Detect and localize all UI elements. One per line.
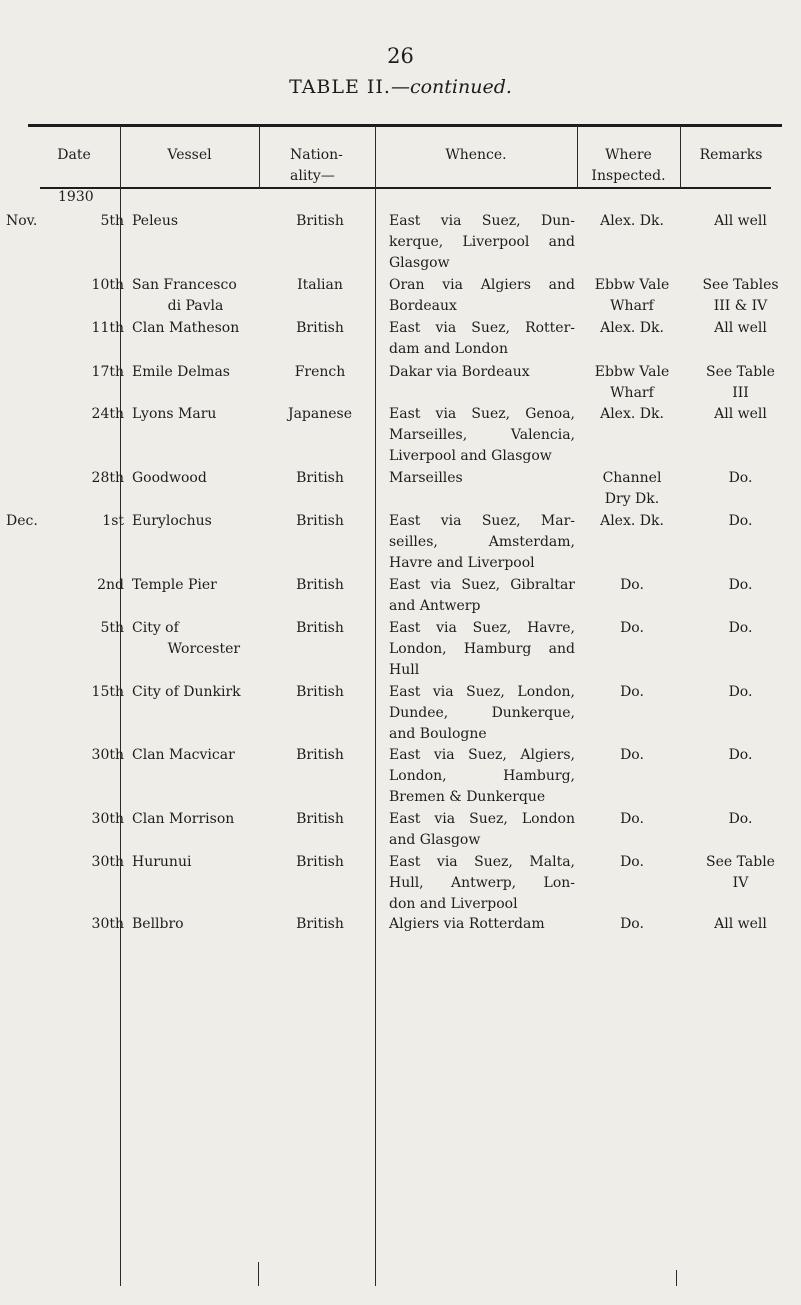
date-month: Nov. xyxy=(6,213,38,229)
where-inspected: Do. xyxy=(620,916,644,932)
remarks: See Tables III & IV xyxy=(702,277,779,314)
nationality: British xyxy=(296,684,344,700)
whence xyxy=(389,511,575,574)
nationality: British xyxy=(296,213,344,229)
header-whence: Whence. xyxy=(445,147,507,163)
date-month: Dec. xyxy=(6,513,38,529)
date-day: 30th xyxy=(91,747,124,763)
date-day: 28th xyxy=(91,470,124,486)
remarks: Do. xyxy=(728,513,753,529)
date-day: 5th xyxy=(100,620,124,636)
date-day: 24th xyxy=(91,406,124,422)
whence-line: Dundee, Dunkerque, xyxy=(389,705,575,721)
whence-line: Hull xyxy=(389,662,420,678)
vessel-name: Clan Macvicar xyxy=(132,747,235,763)
nationality: British xyxy=(296,747,344,763)
remarks: Do. xyxy=(728,470,753,486)
where-inspected: Ebbw Vale Wharf xyxy=(594,364,670,401)
whence xyxy=(389,914,575,935)
date-day: 15th xyxy=(91,684,124,700)
whence-line: East via Suez, Mar- xyxy=(389,513,575,529)
whence-line: East via Suez, Dun- xyxy=(389,213,575,229)
nationality: British xyxy=(296,320,344,336)
vessel-name: San Francesco di Pavla xyxy=(132,277,237,314)
nationality: Italian xyxy=(297,277,343,293)
header-where-inspected: Where Inspected. xyxy=(591,147,666,184)
vessel-name: Peleus xyxy=(132,213,179,229)
whence-line: and Antwerp xyxy=(389,598,481,614)
vessel-name: Eurylochus xyxy=(132,513,212,529)
whence xyxy=(389,468,575,489)
remarks: See Table III xyxy=(706,364,775,401)
whence-line: Algiers via Rotterdam xyxy=(389,916,545,932)
table-title-main: TABLE II. xyxy=(289,76,391,98)
nationality: British xyxy=(296,470,344,486)
whence xyxy=(389,809,575,851)
nationality: French xyxy=(294,364,346,380)
nationality: British xyxy=(296,811,344,827)
whence-line: kerque, Liverpool and xyxy=(389,234,575,250)
whence-line: Marseilles, Valencia, xyxy=(389,427,575,443)
date-day: 1st xyxy=(102,513,124,529)
whence-line: East via Suez, Algiers, xyxy=(389,747,575,763)
nationality: Japanese xyxy=(287,406,353,422)
remarks: See Table IV xyxy=(706,854,775,891)
where-inspected: Channel Dry Dk. xyxy=(602,470,662,507)
date-day: 2nd xyxy=(97,577,124,593)
vessel-name: City of Dunkirk xyxy=(132,684,241,700)
column-divider xyxy=(258,1262,259,1286)
where-inspected: Do. xyxy=(620,620,644,636)
whence-line: East via Suez, Gibraltar xyxy=(389,577,575,593)
whence-line: Marseilles xyxy=(389,470,463,486)
column-divider xyxy=(375,126,376,1286)
date-day: 30th xyxy=(91,916,124,932)
whence xyxy=(389,745,575,808)
year-label: 1930 xyxy=(58,189,94,205)
date-day: 11th xyxy=(91,320,124,336)
whence-line: Oran via Algiers and xyxy=(389,277,575,293)
nationality: British xyxy=(296,620,344,636)
whence xyxy=(389,404,575,467)
top-rule xyxy=(28,124,782,127)
whence xyxy=(389,682,575,745)
remarks: Do. xyxy=(728,811,753,827)
whence-line: and Glasgow xyxy=(389,832,481,848)
whence-line: East via Suez, London, xyxy=(389,684,575,700)
header-rule xyxy=(40,187,771,189)
vessel-name: Clan Morrison xyxy=(132,811,235,827)
where-inspected: Do. xyxy=(620,747,644,763)
vessel-name: Clan Matheson xyxy=(132,320,240,336)
nationality: British xyxy=(296,513,344,529)
whence-line: Liverpool and Glasgow xyxy=(389,448,552,464)
whence xyxy=(389,318,575,360)
vessel-name: Lyons Maru xyxy=(132,406,217,422)
where-inspected: Do. xyxy=(620,577,644,593)
where-inspected: Alex. Dk. xyxy=(600,320,664,336)
whence-line: dam and London xyxy=(389,341,508,357)
where-inspected: Do. xyxy=(620,684,644,700)
remarks: All well xyxy=(714,320,767,336)
remarks: Do. xyxy=(728,747,753,763)
nationality: British xyxy=(296,916,344,932)
whence-line: East via Suez, London xyxy=(389,811,575,827)
header-remarks: Remarks xyxy=(699,147,763,163)
page-number: 26 xyxy=(387,44,414,68)
where-inspected: Do. xyxy=(620,854,644,870)
remarks: All well xyxy=(714,406,767,422)
table-title xyxy=(0,76,801,98)
whence xyxy=(389,362,575,383)
date-day: 17th xyxy=(91,364,124,380)
whence-line: Havre and Liverpool xyxy=(389,555,535,571)
where-inspected: Alex. Dk. xyxy=(600,213,664,229)
whence-line: Bordeaux xyxy=(389,298,457,314)
vessel-name: Goodwood xyxy=(132,470,207,486)
whence xyxy=(389,575,575,617)
whence xyxy=(389,211,575,274)
nationality: British xyxy=(296,854,344,870)
vessel-name: Hurunui xyxy=(132,854,192,870)
whence-line: and Boulogne xyxy=(389,726,487,742)
where-inspected: Do. xyxy=(620,811,644,827)
whence-line: East via Suez, Rotter- xyxy=(389,320,575,336)
where-inspected: Ebbw Vale Wharf xyxy=(594,277,670,314)
whence-line: East via Suez, Havre, xyxy=(389,620,575,636)
remarks: All well xyxy=(714,916,767,932)
date-day: 10th xyxy=(91,277,124,293)
vessel-name: City of Worcester xyxy=(132,620,241,657)
column-divider xyxy=(676,1270,677,1286)
whence-line: London, Hamburg, xyxy=(389,768,575,784)
whence-line: East via Suez, Malta, xyxy=(389,854,575,870)
date-day: 5th xyxy=(100,213,124,229)
whence-line: don and Liverpool xyxy=(389,896,518,912)
whence xyxy=(389,852,575,915)
whence xyxy=(389,275,575,317)
whence-line: London, Hamburg and xyxy=(389,641,575,657)
column-divider xyxy=(120,126,121,1286)
whence-line: East via Suez, Genoa, xyxy=(389,406,575,422)
table-title-continued: —continued. xyxy=(390,76,512,98)
remarks: Do. xyxy=(728,684,753,700)
whence xyxy=(389,618,575,681)
date-day: 30th xyxy=(91,811,124,827)
whence-line: seilles, Amsterdam, xyxy=(389,534,575,550)
remarks: Do. xyxy=(728,620,753,636)
whence-line: Glasgow xyxy=(389,255,450,271)
header-vessel: Vessel xyxy=(167,147,212,163)
vessel-name: Temple Pier xyxy=(132,577,217,593)
whence-line: Dakar via Bordeaux xyxy=(389,364,530,380)
whence-line: Hull, Antwerp, Lon- xyxy=(389,875,575,891)
nationality: British xyxy=(296,577,344,593)
header-date: Date xyxy=(57,147,91,163)
vessel-name: Bellbro xyxy=(132,916,184,932)
remarks: All well xyxy=(714,213,767,229)
column-divider xyxy=(259,126,260,188)
header-nationality: Nation- ality— xyxy=(290,147,343,184)
vessel-name: Emile Delmas xyxy=(132,364,230,380)
remarks: Do. xyxy=(728,577,753,593)
where-inspected: Alex. Dk. xyxy=(600,406,664,422)
where-inspected: Alex. Dk. xyxy=(600,513,664,529)
whence-line: Bremen & Dunkerque xyxy=(389,789,546,805)
date-day: 30th xyxy=(91,854,124,870)
